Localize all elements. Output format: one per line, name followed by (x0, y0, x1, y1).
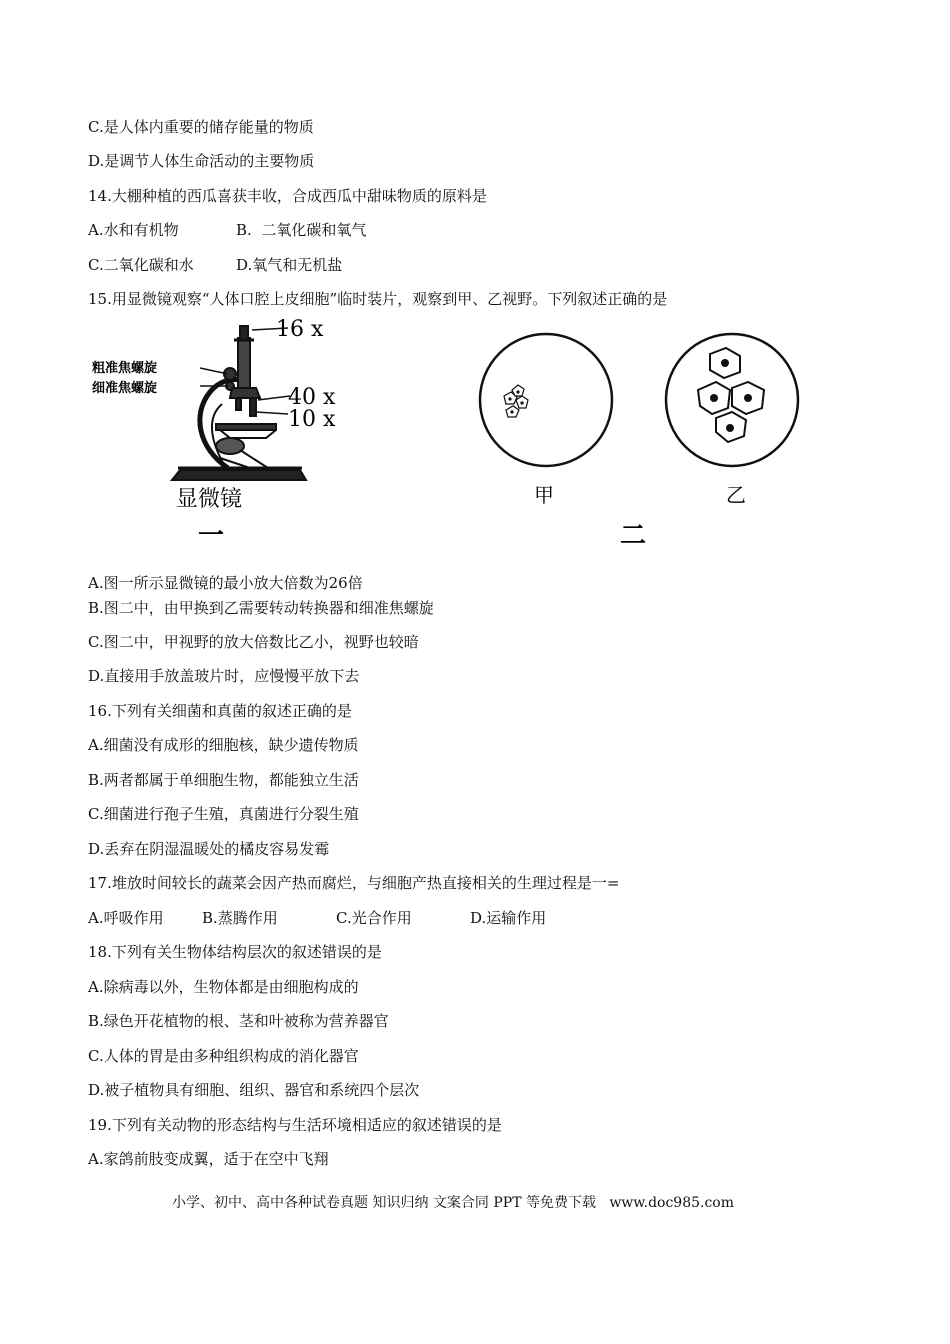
q18-option-a: A.除病毒以外，生物体都是由细胞构成的 (88, 978, 359, 996)
view-b-circle (666, 334, 798, 466)
q19-option-a: A.家鸽前肢变成翼，适于在空中飞翔 (88, 1150, 329, 1168)
q13-option-c: C.是人体内重要的储存能量的物质 (88, 118, 314, 136)
figure-2-number: 二 (620, 521, 647, 550)
q15-option-c: C.图二中，甲视野的放大倍数比乙小，视野也较暗 (88, 633, 419, 651)
q14-option-a: A.水和有机物 (88, 221, 179, 239)
coarse-focus-knob-label: 粗准焦螺旋 (92, 361, 158, 376)
q14-stem: 14.大棚种植的西瓜喜获丰收，合成西瓜中甜味物质的原料是 (88, 187, 487, 205)
q17-stem: 17.堆放时间较长的蔬菜会因产热而腐烂，与细胞产热直接相关的生理过程是一= (88, 874, 620, 892)
q17-option-d: D.运输作用 (470, 909, 547, 927)
q14-option-d: D.氧气和无机盐 (236, 256, 343, 274)
fine-focus-knob-label: 细准焦螺旋 (92, 381, 158, 396)
q17-option-b: B.蒸腾作用 (202, 909, 278, 927)
view-b-label: 乙 (726, 483, 746, 507)
q16-option-b: B.两者都属于单细胞生物，都能独立生活 (88, 771, 359, 789)
q14-option-b: B. 二氧化碳和氧气 (236, 221, 367, 239)
q18-option-d: D.被子植物具有细胞、组织、器官和系统四个层次 (88, 1081, 420, 1099)
q16-option-c: C.细菌进行孢子生殖，真菌进行分裂生殖 (88, 805, 359, 823)
q15-option-a: A.图一所示显微镜的最小放大倍数为26倍 (88, 574, 363, 592)
q17-option-c: C.光合作用 (336, 909, 412, 927)
q18-stem: 18.下列有关生物体结构层次的叙述错误的是 (88, 943, 382, 961)
q14-option-c: C.二氧化碳和水 (88, 256, 194, 274)
view-a-circle (480, 334, 612, 466)
objective-40x-label: 40 x (288, 385, 336, 410)
eyepiece-label: 16 x (276, 318, 324, 342)
q16-stem: 16.下列有关细菌和真菌的叙述正确的是 (88, 702, 352, 720)
figure-1-number: 一 (198, 521, 225, 550)
q15-option-d: D.直接用手放盖玻片时，应慢慢平放下去 (88, 667, 360, 685)
q15-figure (80, 318, 840, 550)
objective-10x-label: 10 x (288, 407, 336, 432)
q16-option-d: D.丢弃在阴湿温暖处的橘皮容易发霉 (88, 840, 330, 858)
microscope-caption: 显微镜 (176, 487, 243, 512)
page-footer: 小学、初中、高中各种试卷真题 知识归纳 文案合同 PPT 等免费下载 www.doc985.com (172, 1195, 735, 1211)
q19-stem: 19.下列有关动物的形态结构与生活环境相适应的叙述错误的是 (88, 1116, 502, 1134)
q13-option-d: D.是调节人体生命活动的主要物质 (88, 152, 315, 170)
q16-option-a: A.细菌没有成形的细胞核，缺少遗传物质 (88, 736, 359, 754)
q15-stem: 15.用显微镜观察“人体口腔上皮细胞”临时装片，观察到甲、乙视野。下列叙述正确的是 (88, 290, 668, 308)
q18-option-b: B.绿色开花植物的根、茎和叶被称为营养器官 (88, 1012, 389, 1030)
q15-option-b: B.图二中，由甲换到乙需要转动转换器和细准焦螺旋 (88, 599, 434, 617)
q17-option-a: A.呼吸作用 (88, 909, 164, 927)
q18-option-c: C.人体的胃是由多种组织构成的消化器官 (88, 1047, 359, 1065)
microscope-drawing (172, 326, 306, 480)
view-a-label: 甲 (534, 483, 554, 507)
